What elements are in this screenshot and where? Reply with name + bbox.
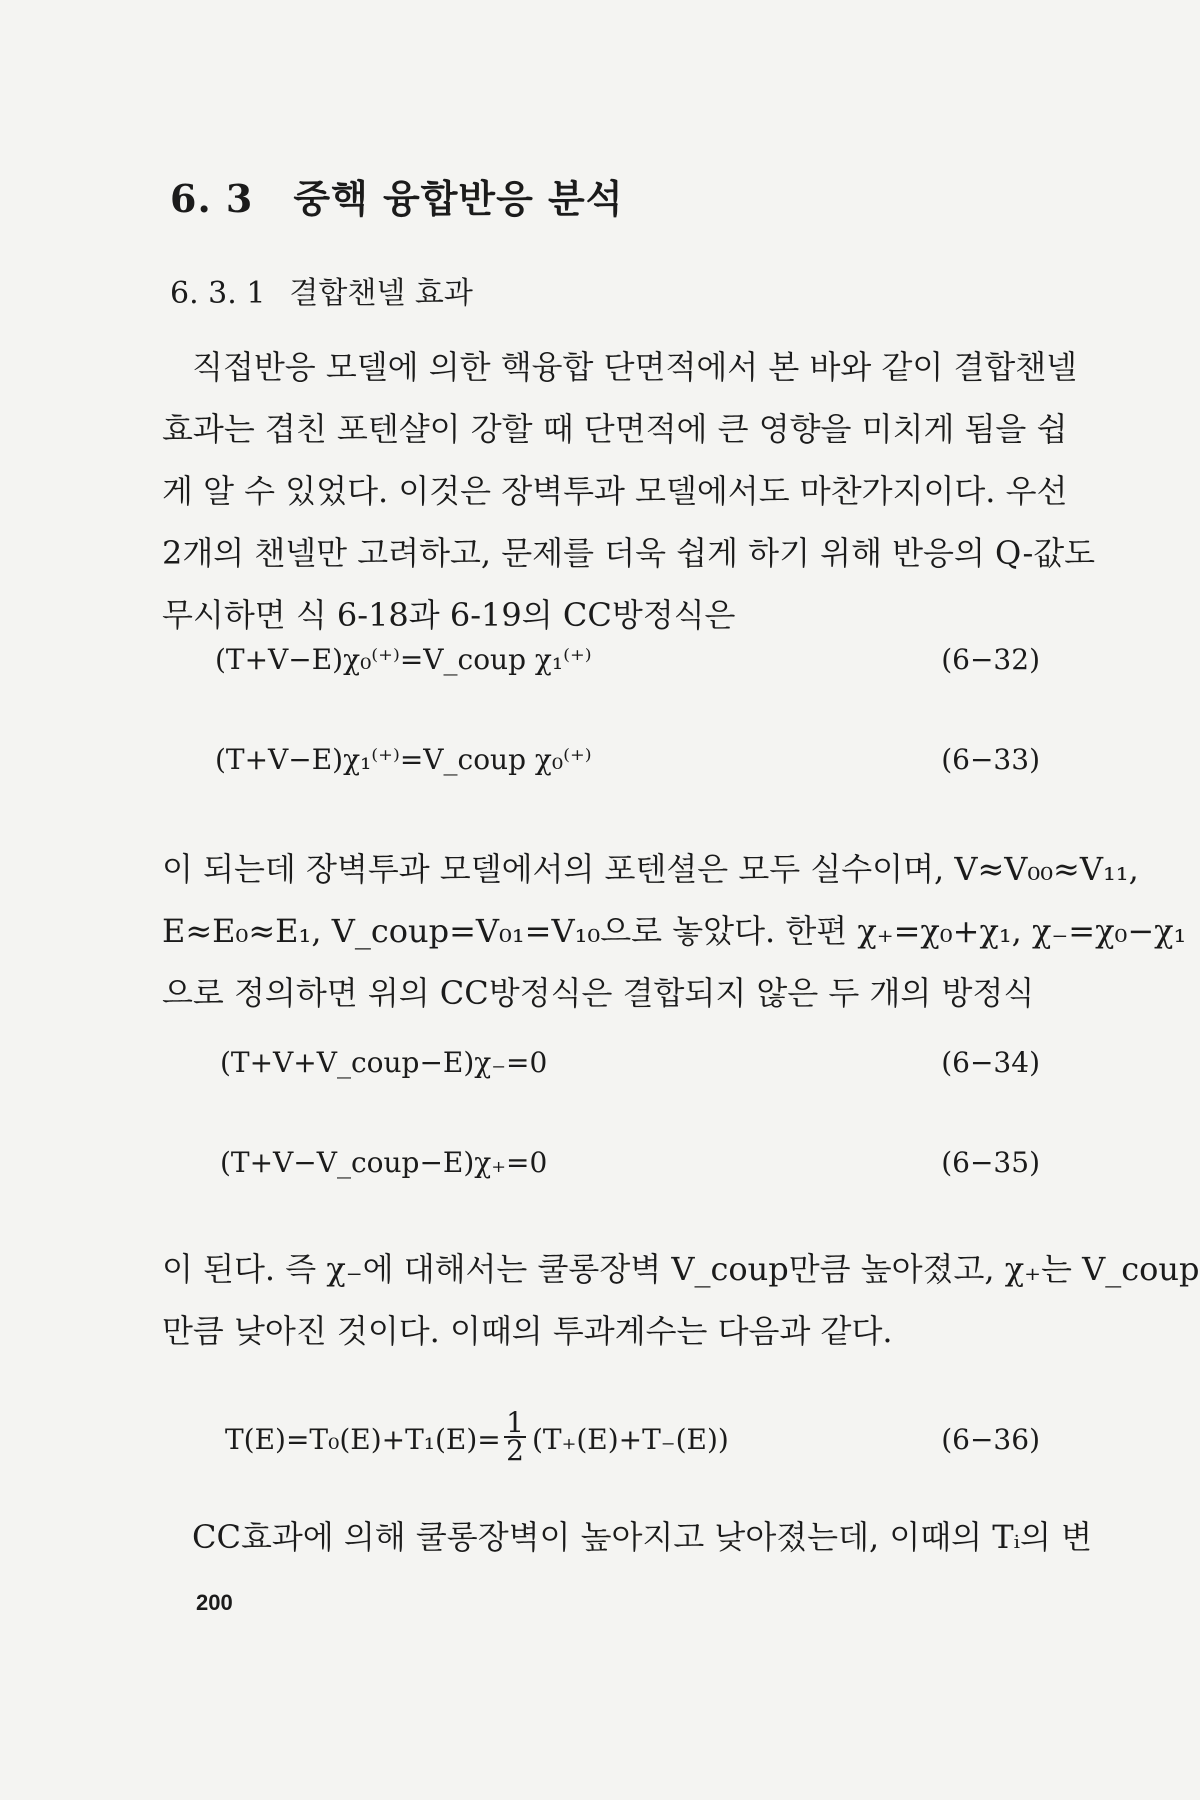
equation-6-34: [0, 1038, 1200, 1088]
text-line: 무시하면 식 6-18과 6-19의 CC방정식은: [162, 596, 736, 634]
section-number: 6. 3: [170, 176, 254, 221]
equation-6-33: [0, 735, 1200, 785]
subsection-number: 6. 3. 1: [170, 276, 266, 311]
equation-number: (6−34): [941, 1046, 1040, 1079]
section-title: 중핵 융합반응 분석: [293, 176, 624, 221]
equation-number: (6−32): [941, 643, 1040, 676]
equation-6-32: [0, 635, 1200, 685]
section-heading: [170, 168, 623, 223]
paragraph-4: [162, 1506, 1093, 1568]
equation-number: (6−33): [941, 743, 1040, 776]
fraction-numerator: 1: [506, 1406, 524, 1439]
fraction-denominator: 2: [506, 1434, 524, 1467]
text-line: 2개의 챈넬만 고려하고, 문제를 더욱 쉽게 하기 위해 반응의 Q-값도: [162, 534, 1096, 572]
equation-6-36: [0, 1405, 1200, 1475]
text-line: 효과는 겹친 포텐샬이 강할 때 단면적에 큰 영향을 미치게 됨을 쉽: [162, 410, 1068, 448]
text-line: 게 알 수 있었다. 이것은 장벽투과 모델에서도 마찬가지이다. 우선: [162, 472, 1068, 510]
equation-expression: (T+V−E)χ₀⁽⁺⁾=V_coup χ₁⁽⁺⁾: [215, 643, 592, 676]
equation-6-35: [0, 1138, 1200, 1188]
equation-number: (6−35): [941, 1146, 1040, 1179]
fraction: [502, 1406, 528, 1467]
equation-number: (6−36): [941, 1423, 1040, 1456]
equation-expression: (T+V−V_coup−E)χ₊=0: [220, 1146, 548, 1179]
subsection-title: 결합챈넬 효과: [289, 276, 473, 311]
page-number: 200: [196, 1590, 233, 1615]
equation-expression: (T+V−E)χ₁⁽⁺⁾=V_coup χ₀⁽⁺⁾: [215, 743, 592, 776]
text-line: CC효과에 의해 쿨롱장벽이 높아지고 낮아졌는데, 이때의 Tᵢ의 변: [192, 1518, 1093, 1556]
text-line: 이 된다. 즉 χ₋에 대해서는 쿨롱장벽 V_coup만큼 높아졌고, χ₊는 V_coup: [162, 1250, 1200, 1288]
paragraph-3: [162, 1238, 1200, 1362]
equation-lhs: T(E)=T₀(E)+T₁(E)=: [225, 1423, 501, 1456]
paragraph-2: [162, 838, 1187, 1024]
subsection-heading: [170, 268, 473, 312]
text-line: 으로 정의하면 위의 CC방정식은 결합되지 않은 두 개의 방정식: [162, 974, 1035, 1012]
equation-expression: (T+V+V_coup−E)χ₋=0: [220, 1046, 548, 1079]
text-line: 직접반응 모델에 의한 핵융합 단면적에서 본 바와 같이 결합챈넬: [192, 348, 1078, 386]
paragraph-1: [162, 336, 1096, 646]
equation-rhs: (T₊(E)+T₋(E)): [532, 1423, 729, 1456]
text-line: E≈E₀≈E₁, V_coup=V₀₁=V₁₀으로 놓았다. 한편 χ₊=χ₀+χ₁, χ₋=χ₀−χ₁: [162, 912, 1187, 950]
text-line: 만큼 낮아진 것이다. 이때의 투과계수는 다음과 같다.: [162, 1312, 893, 1350]
text-line: 이 되는데 장벽투과 모델에서의 포텐셜은 모두 실수이며, V≈V₀₀≈V₁₁,: [162, 850, 1139, 888]
